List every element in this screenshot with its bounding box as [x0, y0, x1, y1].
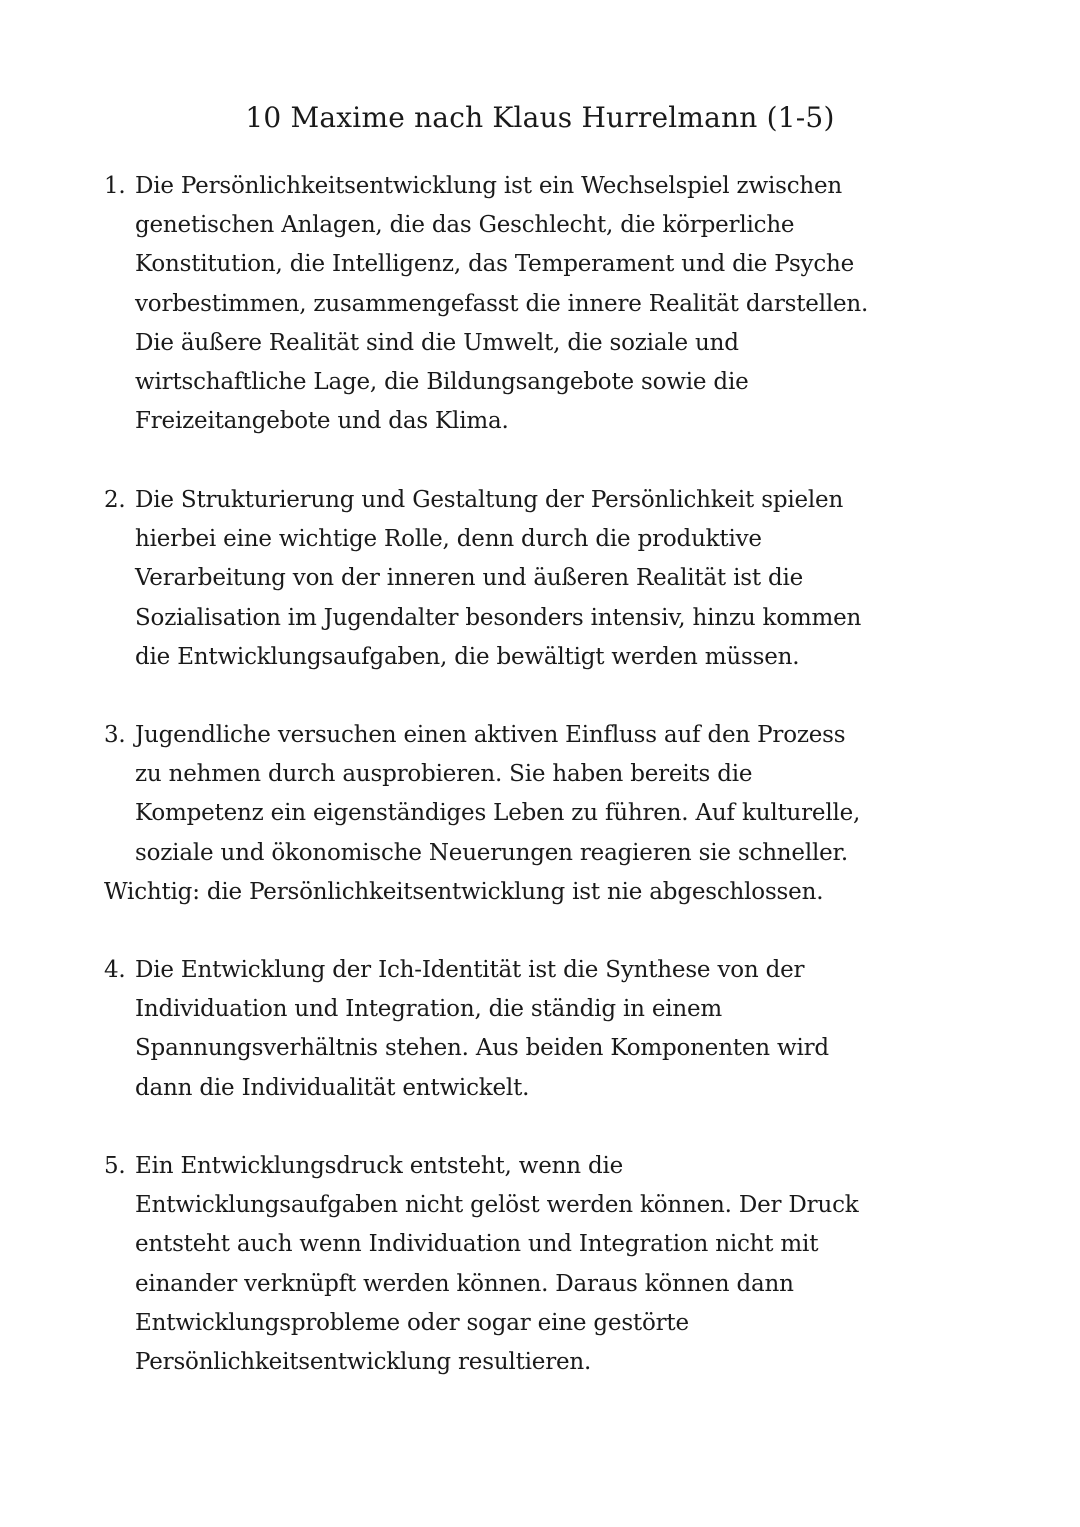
- item-line: Freizeitangebote und das Klima.: [135, 408, 509, 435]
- item-line: Die Persönlichkeitsentwicklung ist ein Wechselspiel zwischen: [135, 173, 843, 199]
- item-line: dann die Individualität entwickelt.: [135, 1074, 530, 1101]
- maxim-item-1: [104, 167, 1004, 441]
- maxim-item-4: [104, 951, 1004, 1108]
- item-number: 5.: [104, 1153, 126, 1179]
- item-line: Die Entwicklung der Ich-Identität ist die Synthese von der: [135, 957, 805, 983]
- maxim-item-2: [104, 481, 1004, 677]
- maxim-item-3: [104, 716, 1004, 912]
- item-line: Jugendliche versuchen einen aktiven Einfluss auf den Prozess: [135, 722, 846, 748]
- item-line: Entwicklungsaufgaben nicht gelöst werden können. Der Druck: [135, 1192, 859, 1219]
- item-line: Persönlichkeitsentwicklung resultieren.: [135, 1349, 592, 1376]
- item-line: zu nehmen durch ausprobieren. Sie haben bereits die: [135, 761, 753, 788]
- maxim-item-5: [104, 1147, 1004, 1382]
- item-line: die Entwicklungsaufgaben, die bewältigt werden müssen.: [135, 643, 800, 670]
- item-line: Individuation und Integration, die ständig in einem: [135, 996, 723, 1023]
- item-line: Kompetenz ein eigenständiges Leben zu führen. Auf kulturelle,: [135, 800, 861, 827]
- item-note: Wichtig: die Persönlichkeitsentwicklung ist nie abgeschlossen.: [104, 878, 824, 905]
- item-line: Sozialisation im Jugendalter besonders intensiv, hinzu kommen: [135, 604, 862, 631]
- item-line: Die äußere Realität sind die Umwelt, die soziale und: [135, 329, 739, 356]
- page-title: 10 Maxime nach Klaus Hurrelmann (1-5): [245, 101, 835, 134]
- item-line: einander verknüpft werden können. Daraus können dann: [135, 1270, 794, 1297]
- item-line: soziale und ökonomische Neuerungen reagieren sie schneller.: [135, 839, 848, 866]
- item-line: Spannungsverhältnis stehen. Aus beiden Komponenten wird: [135, 1035, 829, 1062]
- item-number: 2.: [104, 487, 126, 513]
- item-number: 1.: [104, 173, 126, 199]
- item-line: Entwicklungsprobleme oder sogar eine gestörte: [135, 1309, 689, 1336]
- item-line: Ein Entwicklungsdruck entsteht, wenn die: [135, 1153, 624, 1179]
- item-line: vorbestimmen, zusammengefasst die innere Realität darstellen.: [135, 290, 869, 317]
- item-line: Verarbeitung von der inneren und äußeren Realität ist die: [135, 565, 804, 592]
- item-line: Die Strukturierung und Gestaltung der Persönlichkeit spielen: [135, 487, 844, 513]
- item-number: 3.: [104, 722, 126, 748]
- item-line: wirtschaftliche Lage, die Bildungsangebote sowie die: [135, 369, 749, 396]
- item-number: 4.: [104, 957, 126, 983]
- item-line: genetischen Anlagen, die das Geschlecht, die körperliche: [135, 212, 795, 239]
- item-line: hierbei eine wichtige Rolle, denn durch die produktive: [135, 526, 762, 553]
- item-line: Konstitution, die Intelligenz, das Temperament und die Psyche: [135, 251, 855, 278]
- item-line: entsteht auch wenn Individuation und Integration nicht mit: [135, 1231, 819, 1258]
